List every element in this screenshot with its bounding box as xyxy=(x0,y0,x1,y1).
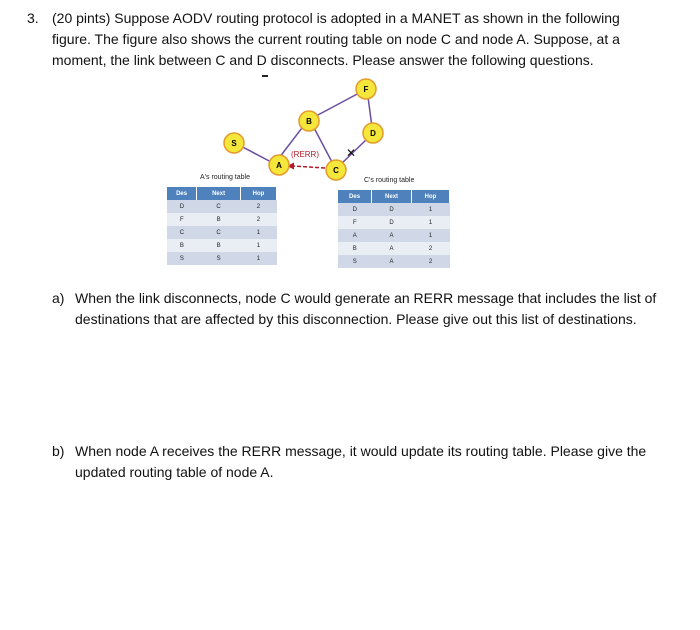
table-a xyxy=(167,187,277,265)
table-cell: 1 xyxy=(240,226,276,239)
table-row xyxy=(338,229,450,242)
table-cell: S xyxy=(197,252,241,265)
table-cell: D xyxy=(167,200,197,213)
table-cell: 1 xyxy=(240,252,276,265)
table-cell: 2 xyxy=(412,242,450,255)
node-d xyxy=(363,123,383,143)
table-a-header-next: Next xyxy=(197,187,241,200)
node-s xyxy=(224,133,244,153)
table-a-caption: A's routing table xyxy=(200,174,250,181)
node-c-label: C xyxy=(333,166,339,175)
table-c-header-next: Next xyxy=(372,190,412,203)
table-cell: B xyxy=(197,213,241,226)
rerr-label: (RERR) xyxy=(291,150,319,159)
table-cell: B xyxy=(338,242,372,255)
rerr-arrow xyxy=(292,166,325,168)
table-c-header-hop: Hop xyxy=(412,190,450,203)
table-a-header-des: Des xyxy=(167,187,197,200)
table-row xyxy=(167,213,277,226)
table-cell: 1 xyxy=(240,239,276,252)
node-s-label: S xyxy=(231,139,237,148)
link-break-mark: ✕ xyxy=(346,146,357,160)
table-cell: 1 xyxy=(412,229,450,242)
table-cell: B xyxy=(167,239,197,252)
table-c-caption: C's routing table xyxy=(364,177,415,184)
part-b-label: b) xyxy=(52,443,65,459)
table-cell: 2 xyxy=(240,200,276,213)
node-f-label: F xyxy=(363,85,369,94)
link-b-f xyxy=(316,92,361,116)
table-cell: A xyxy=(372,255,412,268)
table-c-header-row xyxy=(338,190,450,203)
table-cell: 1 xyxy=(412,203,450,216)
part-a-label: a) xyxy=(52,290,65,306)
table-row xyxy=(338,242,450,255)
node-c xyxy=(326,160,346,180)
part-a-text: When the link disconnects, node C would generate an RERR message that includes the list of destinations that are affected by this disconnection. Please give out this list of destinations. xyxy=(75,290,657,327)
table-cell: A xyxy=(338,229,372,242)
part-b-text: When node A receives the RERR message, it would update its routing table. Please give the updated routing table of node A. xyxy=(75,443,647,480)
table-cell: 1 xyxy=(412,216,450,229)
node-b xyxy=(299,111,319,131)
node-b-label: B xyxy=(306,117,312,126)
table-c xyxy=(338,190,450,268)
table-cell: 2 xyxy=(412,255,450,268)
table-cell: A xyxy=(372,242,412,255)
node-d-label: D xyxy=(370,129,376,138)
table-cell: D xyxy=(338,203,372,216)
node-a-label: A xyxy=(276,161,282,170)
table-cell: S xyxy=(167,252,197,265)
node-a xyxy=(269,155,289,175)
node-f xyxy=(356,79,376,99)
table-cell: A xyxy=(372,229,412,242)
table-row xyxy=(167,226,277,239)
table-cell: F xyxy=(167,213,197,226)
table-cell: F xyxy=(338,216,372,229)
table-cell: C xyxy=(197,200,241,213)
table-a-header-row xyxy=(167,187,277,200)
table-row xyxy=(338,255,450,268)
table-cell: C xyxy=(197,226,241,239)
table-cell: 2 xyxy=(240,213,276,226)
table-a-header-hop: Hop xyxy=(240,187,276,200)
question-number: 3. xyxy=(27,10,39,26)
question-text: (20 pints) Suppose AODV routing protocol is adopted in a MANET as shown in the following figure. The figure also shows the current routing table on node C and node A. Suppose, at a moment, the link between C and D disconnects. Please answer the following questions. xyxy=(52,10,620,68)
table-c-header-des: Des xyxy=(338,190,372,203)
table-cell: C xyxy=(167,226,197,239)
table-row xyxy=(167,200,277,213)
table-row xyxy=(167,239,277,252)
table-row xyxy=(338,216,450,229)
table-row xyxy=(338,203,450,216)
table-cell: S xyxy=(338,255,372,268)
table-cell: B xyxy=(197,239,241,252)
table-cell: D xyxy=(372,216,412,229)
table-row xyxy=(167,252,277,265)
table-cell: D xyxy=(372,203,412,216)
